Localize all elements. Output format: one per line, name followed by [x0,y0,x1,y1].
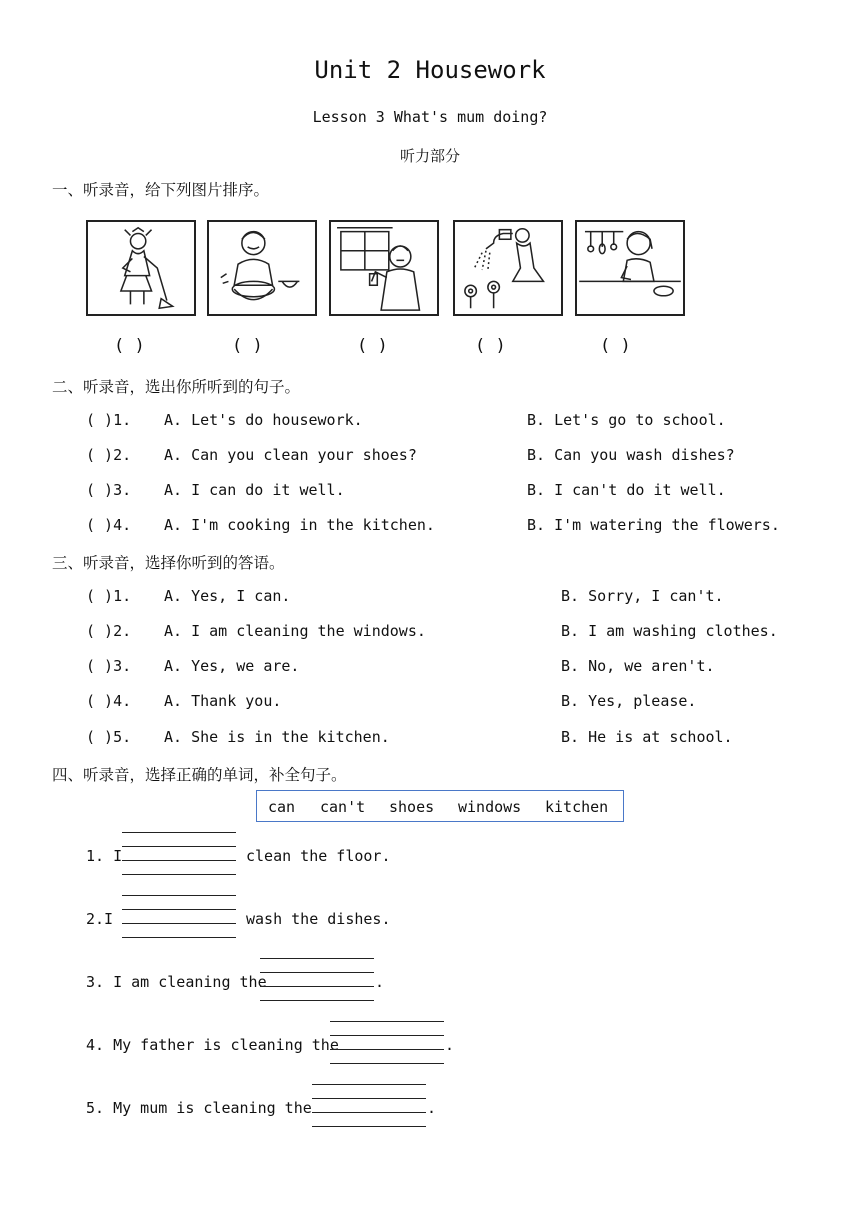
page-title: Unit 2 Housework [314,56,546,84]
s2-item-3-option-b: B. I can't do it well. [527,481,726,499]
s4-sentence-5-start: 5. My mum is cleaning the [86,1099,312,1117]
s4-sentence-2-start: 2.I [86,910,114,928]
picture-5-answer[interactable]: ( ) [600,336,631,356]
boy-washing-dishes-icon [207,220,317,316]
s2-item-3-number[interactable]: ( )3. [86,481,132,499]
word-bank-word: shoes [389,798,435,816]
s3-item-1-option-b: B. Sorry, I can't. [561,587,724,605]
s3-item-3-option-b: B. No, we aren't. [561,657,715,675]
section3-heading: 三、听录音，选择你听到的答语。 [52,554,285,572]
s3-item-4-number[interactable]: ( )4. [86,692,132,710]
s2-item-4-option-a: A. I'm cooking in the kitchen. [164,516,435,534]
s2-item-2-option-b: B. Can you wash dishes? [527,446,735,464]
girl-watering-flowers-icon [453,220,563,316]
girl-sweeping-icon [86,220,196,316]
part-label: 听力部分 [399,147,460,165]
s2-item-4-number[interactable]: ( )4. [86,516,132,534]
s3-item-1-option-a: A. Yes, I can. [164,587,291,605]
s4-sentence-1-end: clean the floor. [246,847,391,865]
picture-1-answer[interactable]: ( ) [114,336,145,356]
s3-item-1-number[interactable]: ( )1. [86,587,132,605]
s2-item-4-option-b: B. I'm watering the flowers. [527,516,780,534]
lesson-subtitle: Lesson 3 What's mum doing? [312,108,548,126]
s4-sentence-4-start: 4. My father is cleaning the [86,1036,339,1054]
girl-in-kitchen-icon [575,220,685,316]
word-bank-word: can [268,798,296,816]
s3-item-5-number[interactable]: ( )5. [86,728,132,746]
picture-2-answer[interactable]: ( ) [232,336,263,356]
s4-sentence-5-end: . [427,1099,437,1117]
s3-item-2-number[interactable]: ( )2. [86,622,132,640]
s3-item-5-option-b: B. He is at school. [561,728,733,746]
s4-sentence-4-end: . [445,1036,455,1054]
s2-item-3-option-a: A. I can do it well. [164,481,345,499]
s3-item-2-option-a: A. I am cleaning the windows. [164,622,426,640]
s2-item-1-option-a: A. Let's do housework. [164,411,363,429]
word-bank-word: kitchen [545,798,609,816]
s3-item-4-option-a: A. Thank you. [164,692,282,710]
s4-sentence-3-start: 3. I am cleaning the [86,973,267,991]
man-cleaning-window-icon [329,220,439,316]
picture-4-answer[interactable]: ( ) [475,336,506,356]
s2-item-2-number[interactable]: ( )2. [86,446,132,464]
s4-sentence-3-end: . [375,973,385,991]
section1-heading: 一、听录音，给下列图片排序。 [52,181,270,199]
s3-item-2-option-b: B. I am washing clothes. [561,622,778,640]
s3-item-5-option-a: A. She is in the kitchen. [164,728,390,746]
s2-item-1-number[interactable]: ( )1. [86,411,132,429]
s3-item-3-option-a: A. Yes, we are. [164,657,300,675]
s2-item-2-option-a: A. Can you clean your shoes? [164,446,417,464]
word-bank-word: can't [320,798,366,816]
word-bank-word: windows [458,798,522,816]
picture-3-answer[interactable]: ( ) [357,336,388,356]
s4-sentence-1-start: 1. I [86,847,123,865]
s2-item-1-option-b: B. Let's go to school. [527,411,726,429]
word-bank [256,790,624,822]
s3-item-3-number[interactable]: ( )3. [86,657,132,675]
section2-heading: 二、听录音，选出你所听到的句子。 [52,378,301,396]
s4-sentence-2-end: wash the dishes. [246,910,391,928]
section4-heading: 四、听录音，选择正确的单词，补全句子。 [52,766,347,784]
s3-item-4-option-b: B. Yes, please. [561,692,697,710]
